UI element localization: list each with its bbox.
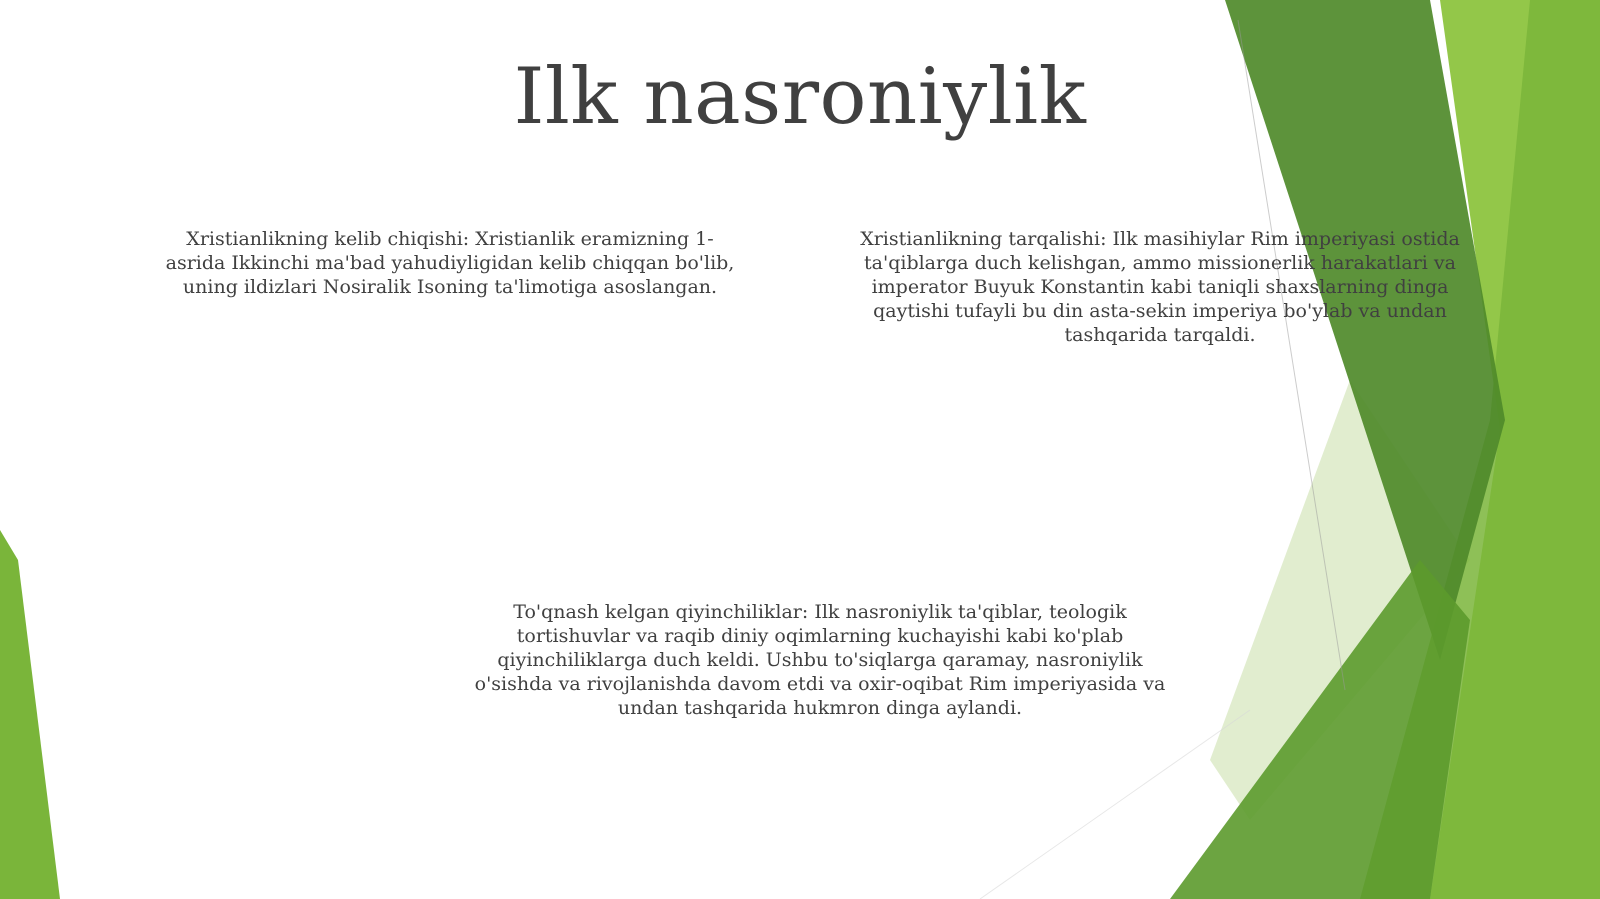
- paragraph-spread: Xristianlikning tarqalishi: Ilk masihiylar Rim imperiyasi ostida ta'qiblarga duch kelishgan, ammo missionerlik harakatlari va imperator Buyuk Konstantin kabi taniqli shaxslarning dinga qaytishi tufayli bu din asta-sekin imperiya bo'ylab va undan tashqarida tarqaldi.: [860, 228, 1460, 346]
- left-green-shape: [0, 530, 60, 899]
- slide-title: Ilk nasroniylik: [513, 52, 1087, 142]
- paragraph-origin: Xristianlikning kelib chiqishi: Xristianlik eramizning 1-asrida Ikkinchi ma'bad yahudiyligidan kelib chiqqan bo'lib, uning ildizlari Nosiralik Isoning ta'limotiga asoslangan.: [165, 228, 735, 298]
- paragraph-challenges: To'qnash kelgan qiyinchiliklar: Ilk nasroniylik ta'qiblar, teologik tortishuvlar va raqib diniy oqimlarning kuchayishi kabi ko'plab qiyinchiliklarga duch keldi. Ushbu to'siqlarga qaramay, nasroniylik o'sishda va rivojlanishda davom etdi va oxir-oqibat Rim imperiyasida va undan tashqarida hukmron dinga aylandi.: [474, 601, 1166, 719]
